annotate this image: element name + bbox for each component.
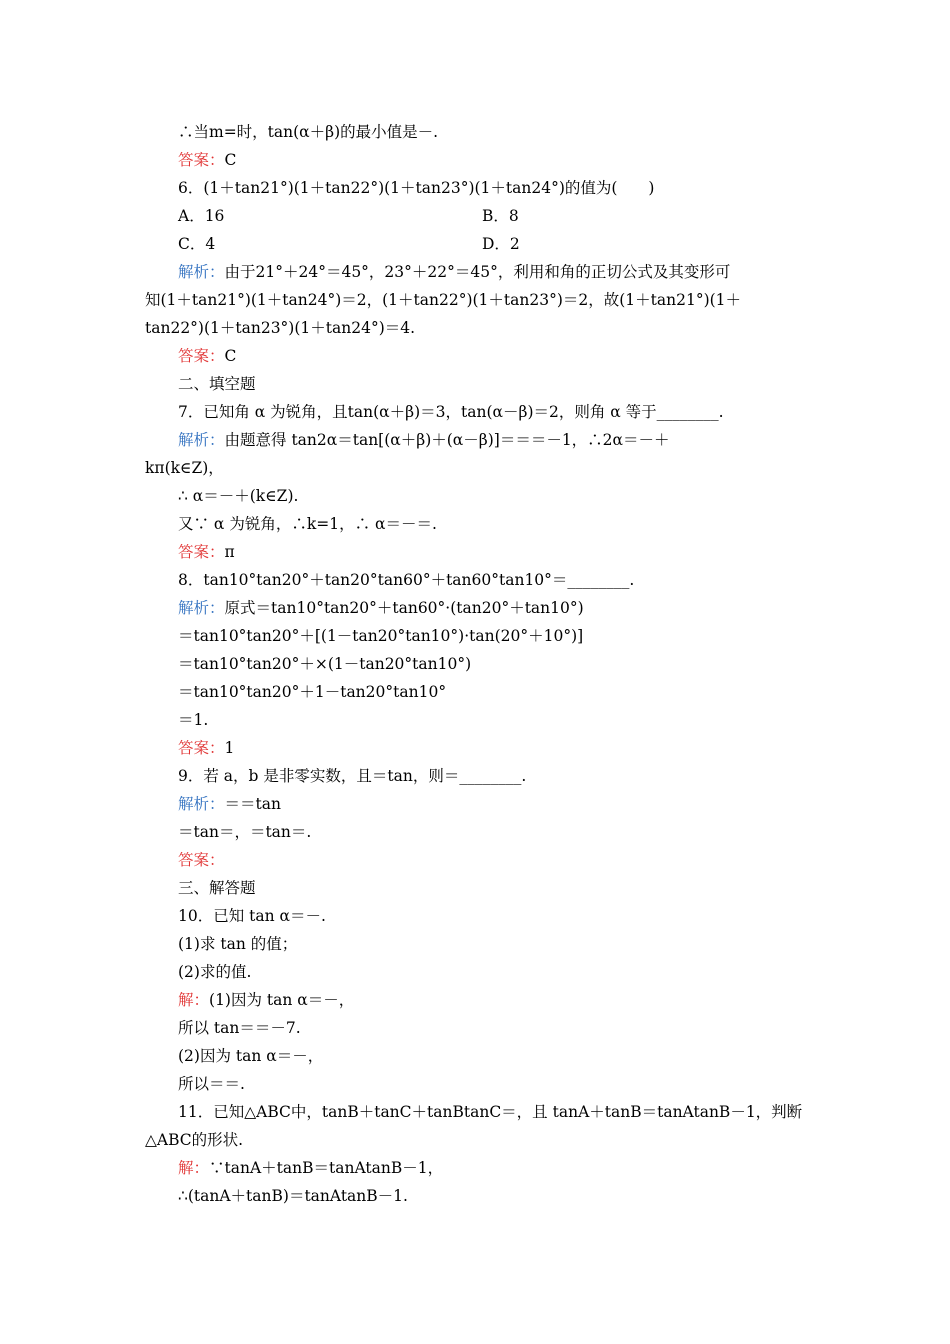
text-line: ∴ α＝－＋(k∈Z). xyxy=(178,487,299,505)
text-line: tan22°)(1＋tan23°)(1＋tan24°)＝4. xyxy=(145,319,416,337)
option-c: C．4 xyxy=(178,235,216,253)
text-line: 知(1＋tan21°)(1＋tan24°)＝2，(1＋tan22°)(1＋tan23°)＝2，故(1＋tan21°)(1＋ xyxy=(145,291,742,309)
answer-label: 答案： xyxy=(178,151,225,169)
text-line: kπ(k∈Z)， xyxy=(145,459,224,477)
analysis-line: 解析：由于21°＋24°＝45°，23°＋22°＝45°，利用和角的正切公式及其变形可 xyxy=(178,263,731,281)
answer-line xyxy=(178,850,225,870)
question-6: 6．(1＋tan21°)(1＋tan22°)(1＋tan23°)(1＋tan24°)的值为( ) xyxy=(178,179,655,197)
text-line: 所以＝＝. xyxy=(178,1075,245,1093)
answer-line: 答案：C xyxy=(178,151,237,169)
text-line: ＝1. xyxy=(178,711,209,729)
option-a: A．16 xyxy=(178,207,225,225)
question-8: 8．tan10°tan20°＋tan20°tan60°＋tan60°tan10°＝________. xyxy=(178,571,635,589)
answer-label: 答案： xyxy=(178,543,225,561)
text-line: ＝tan10°tan20°＋×(1－tan20°tan10°) xyxy=(178,655,472,673)
analysis-label: 解析： xyxy=(178,599,225,617)
solution-label: 解： xyxy=(178,991,210,1009)
analysis-line: 解析：原式＝tan10°tan20°＋tan60°·(tan20°＋tan10°) xyxy=(178,599,584,617)
solution-line: 解：(1)因为 tan α＝－， xyxy=(178,991,355,1009)
text-line: ＝tan10°tan20°＋1－tan20°tan10° xyxy=(178,683,447,701)
section-heading: 三、解答题 xyxy=(178,879,256,897)
text-line: ∴当m=时，tan(α＋β)的最小值是－. xyxy=(178,123,439,141)
question-11: 11．已知△ABC中，tanB＋tanC＋tanBtanC＝，且 tanA＋tanB＝tanAtanB－1，判断 xyxy=(178,1103,803,1121)
analysis-label: 解析： xyxy=(178,795,225,813)
text-line: ∴(tanA＋tanB)＝tanAtanB－1. xyxy=(178,1187,408,1205)
option-row xyxy=(178,206,224,226)
analysis-label: 解析： xyxy=(178,263,225,281)
question-7: 7．已知角 α 为锐角，且tan(α＋β)＝3，tan(α－β)＝2，则角 α 等于________. xyxy=(178,403,724,421)
solution-label: 解： xyxy=(178,1159,210,1177)
answer-label: 答案： xyxy=(178,851,225,869)
text-line: (2)求的值. xyxy=(178,963,252,981)
text-line: (2)因为 tan α＝－， xyxy=(178,1047,324,1065)
analysis-line: 解析：由题意得 tan2α＝tan[(α＋β)＋(α－β)]＝＝＝－1，∴2α＝－＋ xyxy=(178,431,670,449)
option-d: D．2 xyxy=(482,235,520,253)
text-line: 所以 tan＝＝－7. xyxy=(178,1019,301,1037)
text-line: 又∵ α 为锐角，∴k=1，∴ α＝－＝. xyxy=(178,515,437,533)
answer-line: 答案：π xyxy=(178,543,235,561)
question-9: 9．若 a，b 是非零实数，且＝tan，则＝________. xyxy=(178,767,527,785)
text-line: (1)求 tan 的值； xyxy=(178,935,298,953)
solution-line: 解：∵tanA＋tanB＝tanAtanB－1， xyxy=(178,1159,444,1177)
question-10: 10．已知 tan α＝－. xyxy=(178,907,326,925)
analysis-line: 解析：＝＝tan xyxy=(178,795,281,813)
answer-label: 答案： xyxy=(178,739,225,757)
text-line: ＝tan10°tan20°＋[(1－tan20°tan10°)·tan(20°＋10°)] xyxy=(178,627,584,645)
answer-line: 答案：1 xyxy=(178,739,235,757)
answer-line: 答案：C xyxy=(178,347,237,365)
option-b: B．8 xyxy=(482,207,519,225)
answer-label: 答案： xyxy=(178,347,225,365)
analysis-label: 解析： xyxy=(178,431,225,449)
text-line: ＝tan＝，＝tan＝. xyxy=(178,823,312,841)
option-row xyxy=(178,234,215,254)
text-line: △ABC的形状. xyxy=(145,1131,244,1149)
section-heading: 二、填空题 xyxy=(178,375,256,393)
